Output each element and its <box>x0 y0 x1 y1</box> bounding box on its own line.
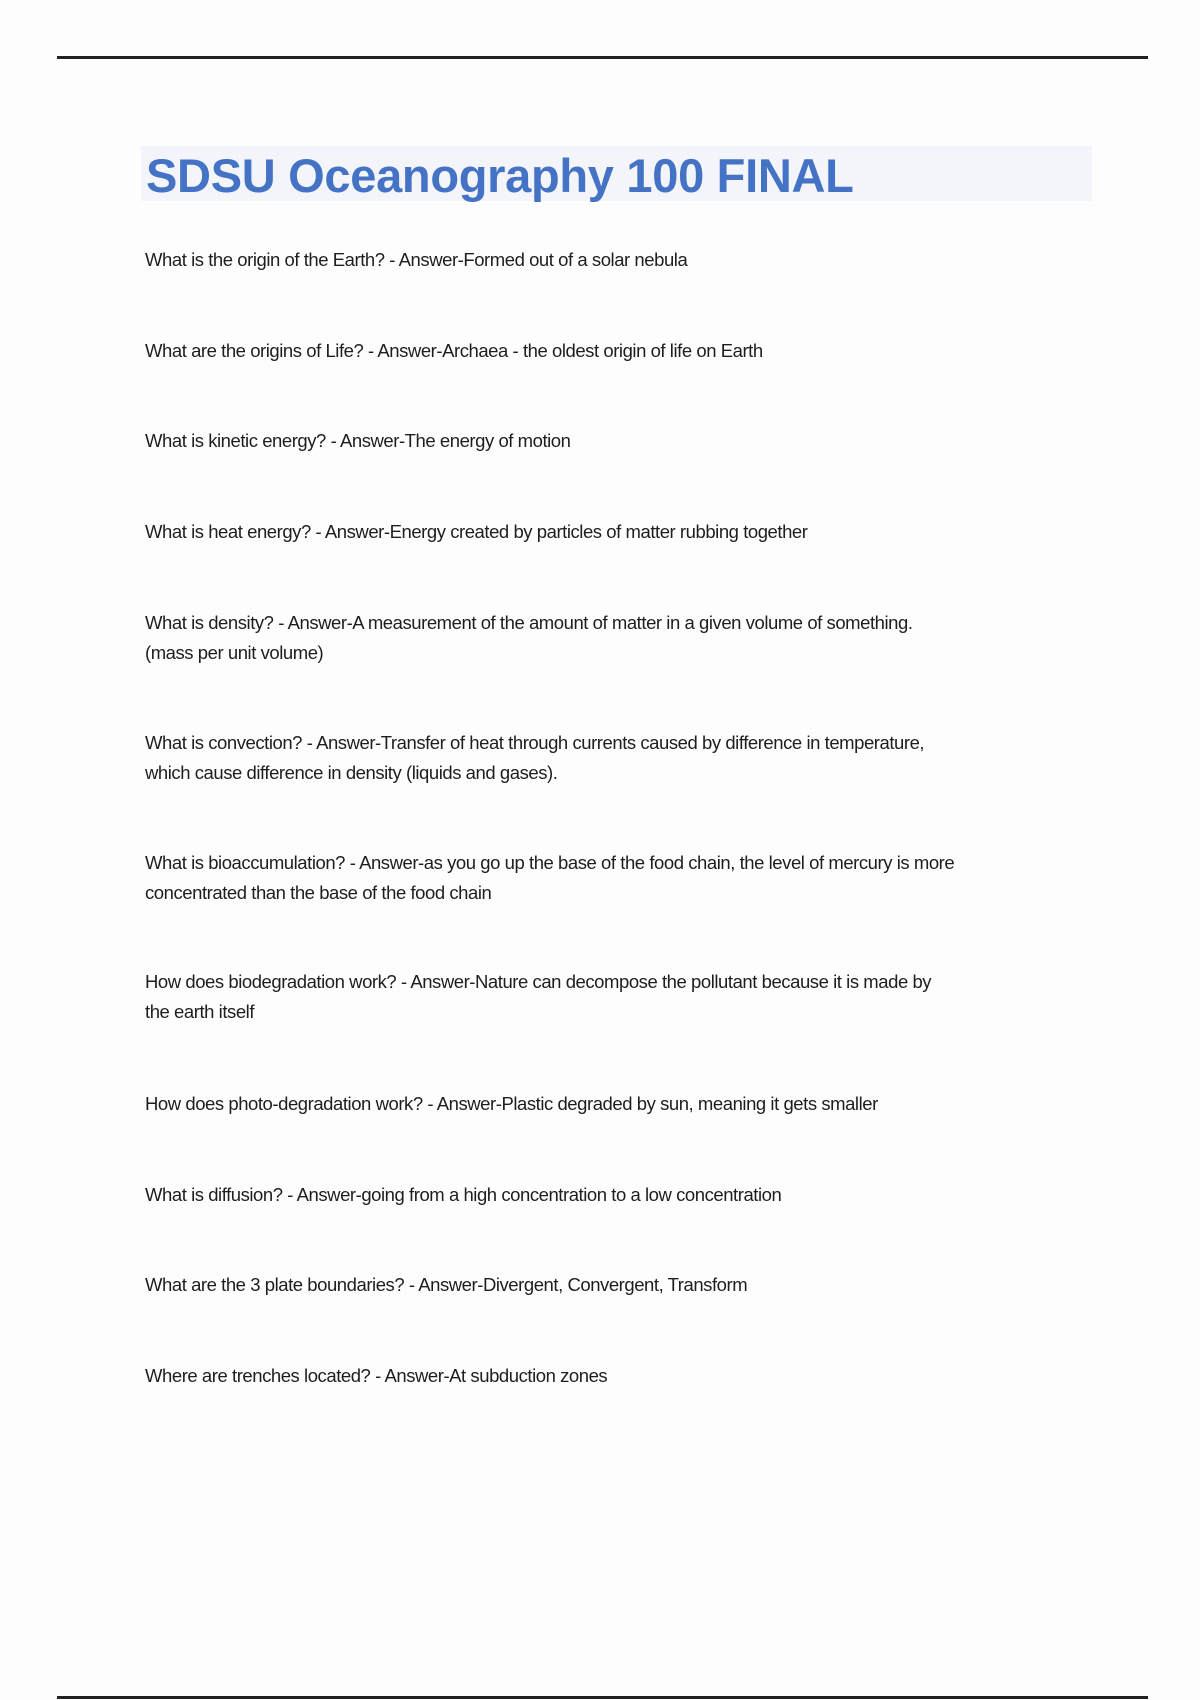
qa-line: the earth itself <box>145 1001 255 1022</box>
qa-line: What is diffusion? - Answer-going from a high concentration to a low concentration <box>145 1184 782 1205</box>
qa-line: What is kinetic energy? - Answer-The energy of motion <box>145 430 571 451</box>
qa-item <box>145 1361 607 1391</box>
bottom-rule <box>57 1696 1148 1699</box>
qa-item <box>145 608 913 668</box>
qa-line: What is heat energy? - Answer-Energy created by particles of matter rubbing together <box>145 521 808 542</box>
qa-line: What is convection? - Answer-Transfer of heat through currents caused by difference in temperature, <box>145 732 925 753</box>
qa-item <box>145 967 931 1027</box>
qa-item <box>145 336 763 366</box>
qa-line: Where are trenches located? - Answer-At subduction zones <box>145 1365 608 1386</box>
qa-item <box>145 517 807 547</box>
qa-item <box>145 1089 878 1119</box>
qa-line: How does biodegradation work? - Answer-Nature can decompose the pollutant because it is made by <box>145 971 932 992</box>
qa-item <box>145 1180 781 1210</box>
qa-item <box>145 1270 747 1300</box>
qa-item <box>145 245 687 275</box>
document-title: SDSU Oceanography 100 FINAL <box>146 149 854 202</box>
qa-line: How does photo-degradation work? - Answer-Plastic degraded by sun, meaning it gets smaller <box>145 1093 878 1114</box>
qa-line: What is the origin of the Earth? - Answer-Formed out of a solar nebula <box>145 249 688 270</box>
qa-line: What are the 3 plate boundaries? - Answer-Divergent, Convergent, Transform <box>145 1274 748 1295</box>
qa-line: What is bioaccumulation? - Answer-as you go up the base of the food chain, the level of mercury is more <box>145 852 955 873</box>
qa-line: What is density? - Answer-A measurement of the amount of matter in a given volume of something. <box>145 612 913 633</box>
qa-line: What are the origins of Life? - Answer-Archaea - the oldest origin of life on Earth <box>145 340 763 361</box>
qa-item <box>145 728 924 788</box>
top-rule <box>57 56 1148 59</box>
qa-line: which cause difference in density (liquids and gases). <box>145 762 558 783</box>
qa-item <box>145 426 571 456</box>
qa-line: (mass per unit volume) <box>145 642 324 663</box>
qa-item <box>145 848 954 908</box>
qa-line: concentrated than the base of the food chain <box>145 882 492 903</box>
